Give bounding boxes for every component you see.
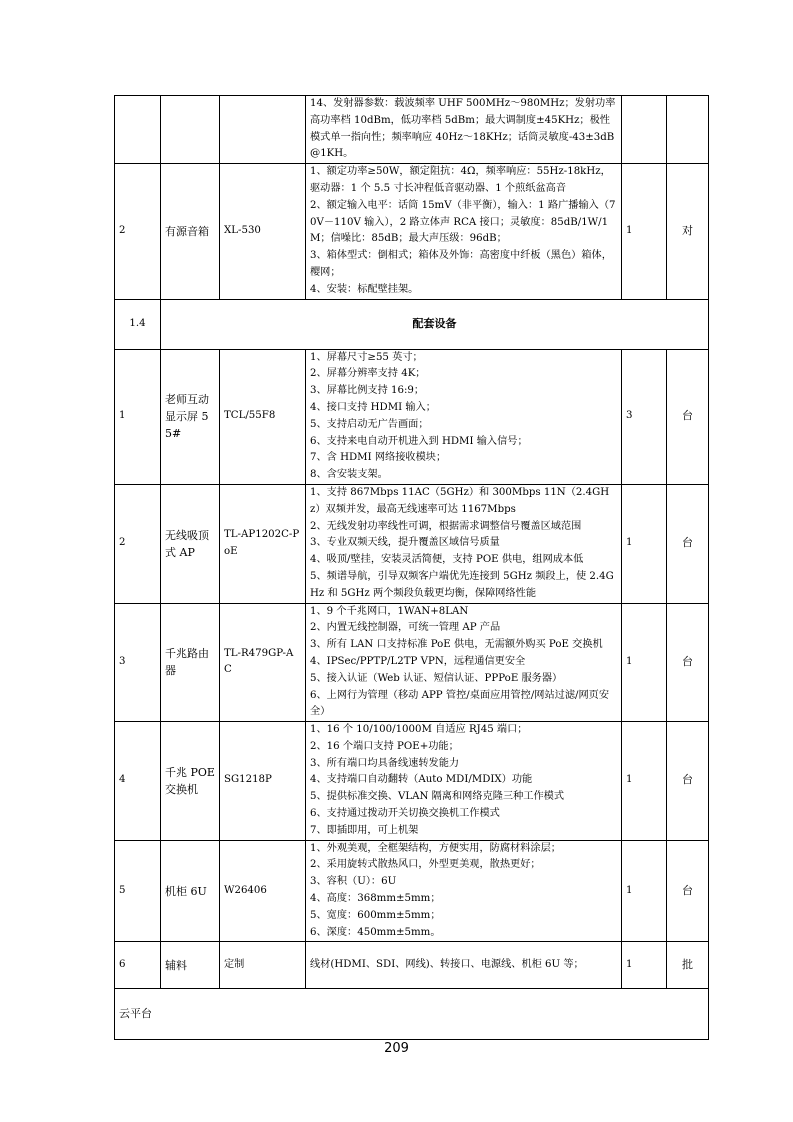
spec-line: 2、采用旋转式散热风口，外型更美观，散热更好； <box>310 859 541 871</box>
spec-line: 7、即插即用，可上机架 <box>310 824 419 836</box>
item-quantity: 1 <box>622 164 667 299</box>
page-number: 209 <box>384 1041 409 1056</box>
spec-line: 5、接入认证（Web 认证、短信认证、PPPoE 服务器） <box>310 672 563 684</box>
spec-line: 6、深度：450mm±5mm。 <box>310 926 441 938</box>
equipment-spec-table <box>114 95 709 1040</box>
item-spec <box>306 164 622 299</box>
item-number: 2 <box>115 164 161 299</box>
item-spec <box>306 722 622 841</box>
item-name <box>161 96 220 164</box>
spec-line: 4、吸顶/壁挂，安装灵活简便，支持 POE 供电，组网成本低 <box>310 554 584 566</box>
spec-line: 3、所有端口均具备线速转发能力 <box>310 757 460 769</box>
item-name: 有源音箱 <box>161 164 220 299</box>
item-number: 1 <box>115 349 161 484</box>
item-unit: 台 <box>667 603 709 722</box>
item-model: TL-R479GP-AC <box>220 603 306 722</box>
spec-line: 3、屏幕比例支持 16:9； <box>310 385 425 397</box>
table-row <box>115 942 709 989</box>
item-model: XL-530 <box>220 164 306 299</box>
spec-line: 1、支持 867Mbps 11AC（5GHz）和 300Mbps 11N（2.4GHz）双频并发，最高无线速率可达 1167Mbps <box>310 486 610 515</box>
spec-line: 1、额定功率≥50W，额定阻抗：4Ω，频率响应：55Hz-18kHz，驱动器：1 个 5.5 寸长冲程低音驱动器、1 个煎纸盆高音 <box>310 166 611 194</box>
item-quantity: 1 <box>622 722 667 841</box>
item-unit: 台 <box>667 840 709 942</box>
spec-line: 6、支持来电自动开机进入到 HDMI 输入信号； <box>310 435 528 447</box>
cloud-platform-row <box>115 989 709 1040</box>
spec-line: 3、箱体型式：倒相式；箱体及外饰：高密度中纤板（黑色）箱体，樱网； <box>310 250 612 278</box>
spec-line: 1、16 个 10/100/1000M 自适应 RJ45 端口； <box>310 724 528 736</box>
item-model: TL-AP1202C-PoE <box>220 484 306 603</box>
item-number: 5 <box>115 840 161 942</box>
item-name: 机柜 6U <box>161 840 220 942</box>
spec-line: 4、接口支持 HDMI 输入； <box>310 401 436 413</box>
item-unit: 台 <box>667 349 709 484</box>
spec-line: 8、含安装支架。 <box>310 469 388 481</box>
spec-line: 线材(HDMI、SDI、网线)、转接口、电源线、机柜 6U 等； <box>310 959 584 971</box>
spec-line: 3、所有 LAN 口支持标准 PoE 供电，无需额外购买 PoE 交换机 <box>310 639 603 651</box>
spec-line: 2、16 个端口支持 POE+功能； <box>310 740 459 752</box>
spec-line: 4、支持端口自动翻转（Auto MDI/MDIX）功能 <box>310 774 533 786</box>
item-number: 3 <box>115 603 161 722</box>
spec-line: 3、容积（U）：6U <box>310 876 397 888</box>
item-model <box>220 96 306 164</box>
item-quantity: 1 <box>622 484 667 603</box>
spec-line: 14、发射器参数：载波频率 UHF 500MHz～980MHz；发射功率高功率档 10dBm，低功率档 5dBm；最大调制度±45KHz；极性模式单一指向性；频率响应 40Hz～18KHz；话筒灵敏度-43±3dB@1KH。 <box>310 98 616 160</box>
spec-line: 5、支持启动无广告画面； <box>310 418 429 430</box>
item-name: 老师互动显示屏 55# <box>161 349 220 484</box>
item-spec <box>306 96 622 164</box>
item-model: W26406 <box>220 840 306 942</box>
spec-line: 2、无线发射功率线性可调，根据需求调整信号覆盖区域范围 <box>310 520 582 532</box>
section-number: 1.4 <box>115 299 161 349</box>
spec-line: 7、含 HDMI 网络接收模块； <box>310 452 447 464</box>
item-quantity: 1 <box>622 840 667 942</box>
item-model: SG1218P <box>220 722 306 841</box>
section-row <box>115 299 709 349</box>
spec-line: 3、专业双频天线，提升覆盖区域信号质量 <box>310 537 500 549</box>
table-row <box>115 349 709 484</box>
item-quantity <box>622 96 667 164</box>
spec-line: 2、屏幕分辨率支持 4K； <box>310 368 426 380</box>
item-spec <box>306 840 622 942</box>
spec-line: 2、内置无线控制器，可统一管理 AP 产品 <box>310 622 501 634</box>
item-model: 定制 <box>220 942 306 989</box>
spec-line: 4、IPSec/PPTP/L2TP VPN，远程通信更安全 <box>310 655 526 667</box>
item-name: 千兆 POE 交换机 <box>161 722 220 841</box>
cloud-platform-label: 云平台 <box>115 989 709 1040</box>
item-number: 4 <box>115 722 161 841</box>
item-spec <box>306 942 622 989</box>
table-row <box>115 164 709 299</box>
spec-line: 5、宽度：600mm±5mm； <box>310 909 441 921</box>
item-name: 无线吸顶式 AP <box>161 484 220 603</box>
item-model: TCL/55F8 <box>220 349 306 484</box>
item-spec <box>306 349 622 484</box>
spec-line: 6、支持通过拨动开关切换交换机工作模式 <box>310 808 500 820</box>
item-name: 辅料 <box>161 942 220 989</box>
item-quantity: 1 <box>622 603 667 722</box>
spec-line: 1、9 个千兆网口，1WAN+8LAN <box>310 605 469 617</box>
item-unit <box>667 96 709 164</box>
spec-line: 2、额定输入电平：话筒 15mV（非平衡），输入：1 路广播输入（70V－110V 输入），2 路立体声 RCA 接口；灵敏度：85dB/1W/1M；信噪比：85dB；最大声压级：96dB； <box>310 199 616 245</box>
item-unit: 对 <box>667 164 709 299</box>
spec-line: 4、安装：标配壁挂架。 <box>310 283 419 295</box>
item-quantity: 1 <box>622 942 667 989</box>
item-spec <box>306 484 622 603</box>
table-row <box>115 840 709 942</box>
spec-line: 6、上网行为管理（移动 APP 管控/桌面应用管控/网站过滤/网页安全） <box>310 689 610 718</box>
spec-line: 1、屏幕尺寸≥55 英寸； <box>310 351 423 363</box>
item-unit: 批 <box>667 942 709 989</box>
table-row <box>115 96 709 164</box>
item-number <box>115 96 161 164</box>
table-row <box>115 603 709 722</box>
spec-line: 5、频谱导航，引导双频客户端优先连接到 5GHz 频段上，使 2.4GHz 和 5GHz 两个频段负载更均衡，保障网络性能 <box>310 570 614 599</box>
spec-line: 4、高度：368mm±5mm； <box>310 893 441 905</box>
item-quantity: 3 <box>622 349 667 484</box>
section-title: 配套设备 <box>161 299 709 349</box>
spec-line: 5、提供标准交换、VLAN 隔离和网络克隆三种工作模式 <box>310 791 565 803</box>
item-unit: 台 <box>667 722 709 841</box>
item-number: 2 <box>115 484 161 603</box>
item-spec <box>306 603 622 722</box>
table-row <box>115 484 709 603</box>
item-number: 6 <box>115 942 161 989</box>
table-row <box>115 722 709 841</box>
spec-line: 1、外观美观，全框架结构，方便实用，防腐材料涂层； <box>310 842 561 854</box>
item-name: 千兆路由器 <box>161 603 220 722</box>
item-unit: 台 <box>667 484 709 603</box>
